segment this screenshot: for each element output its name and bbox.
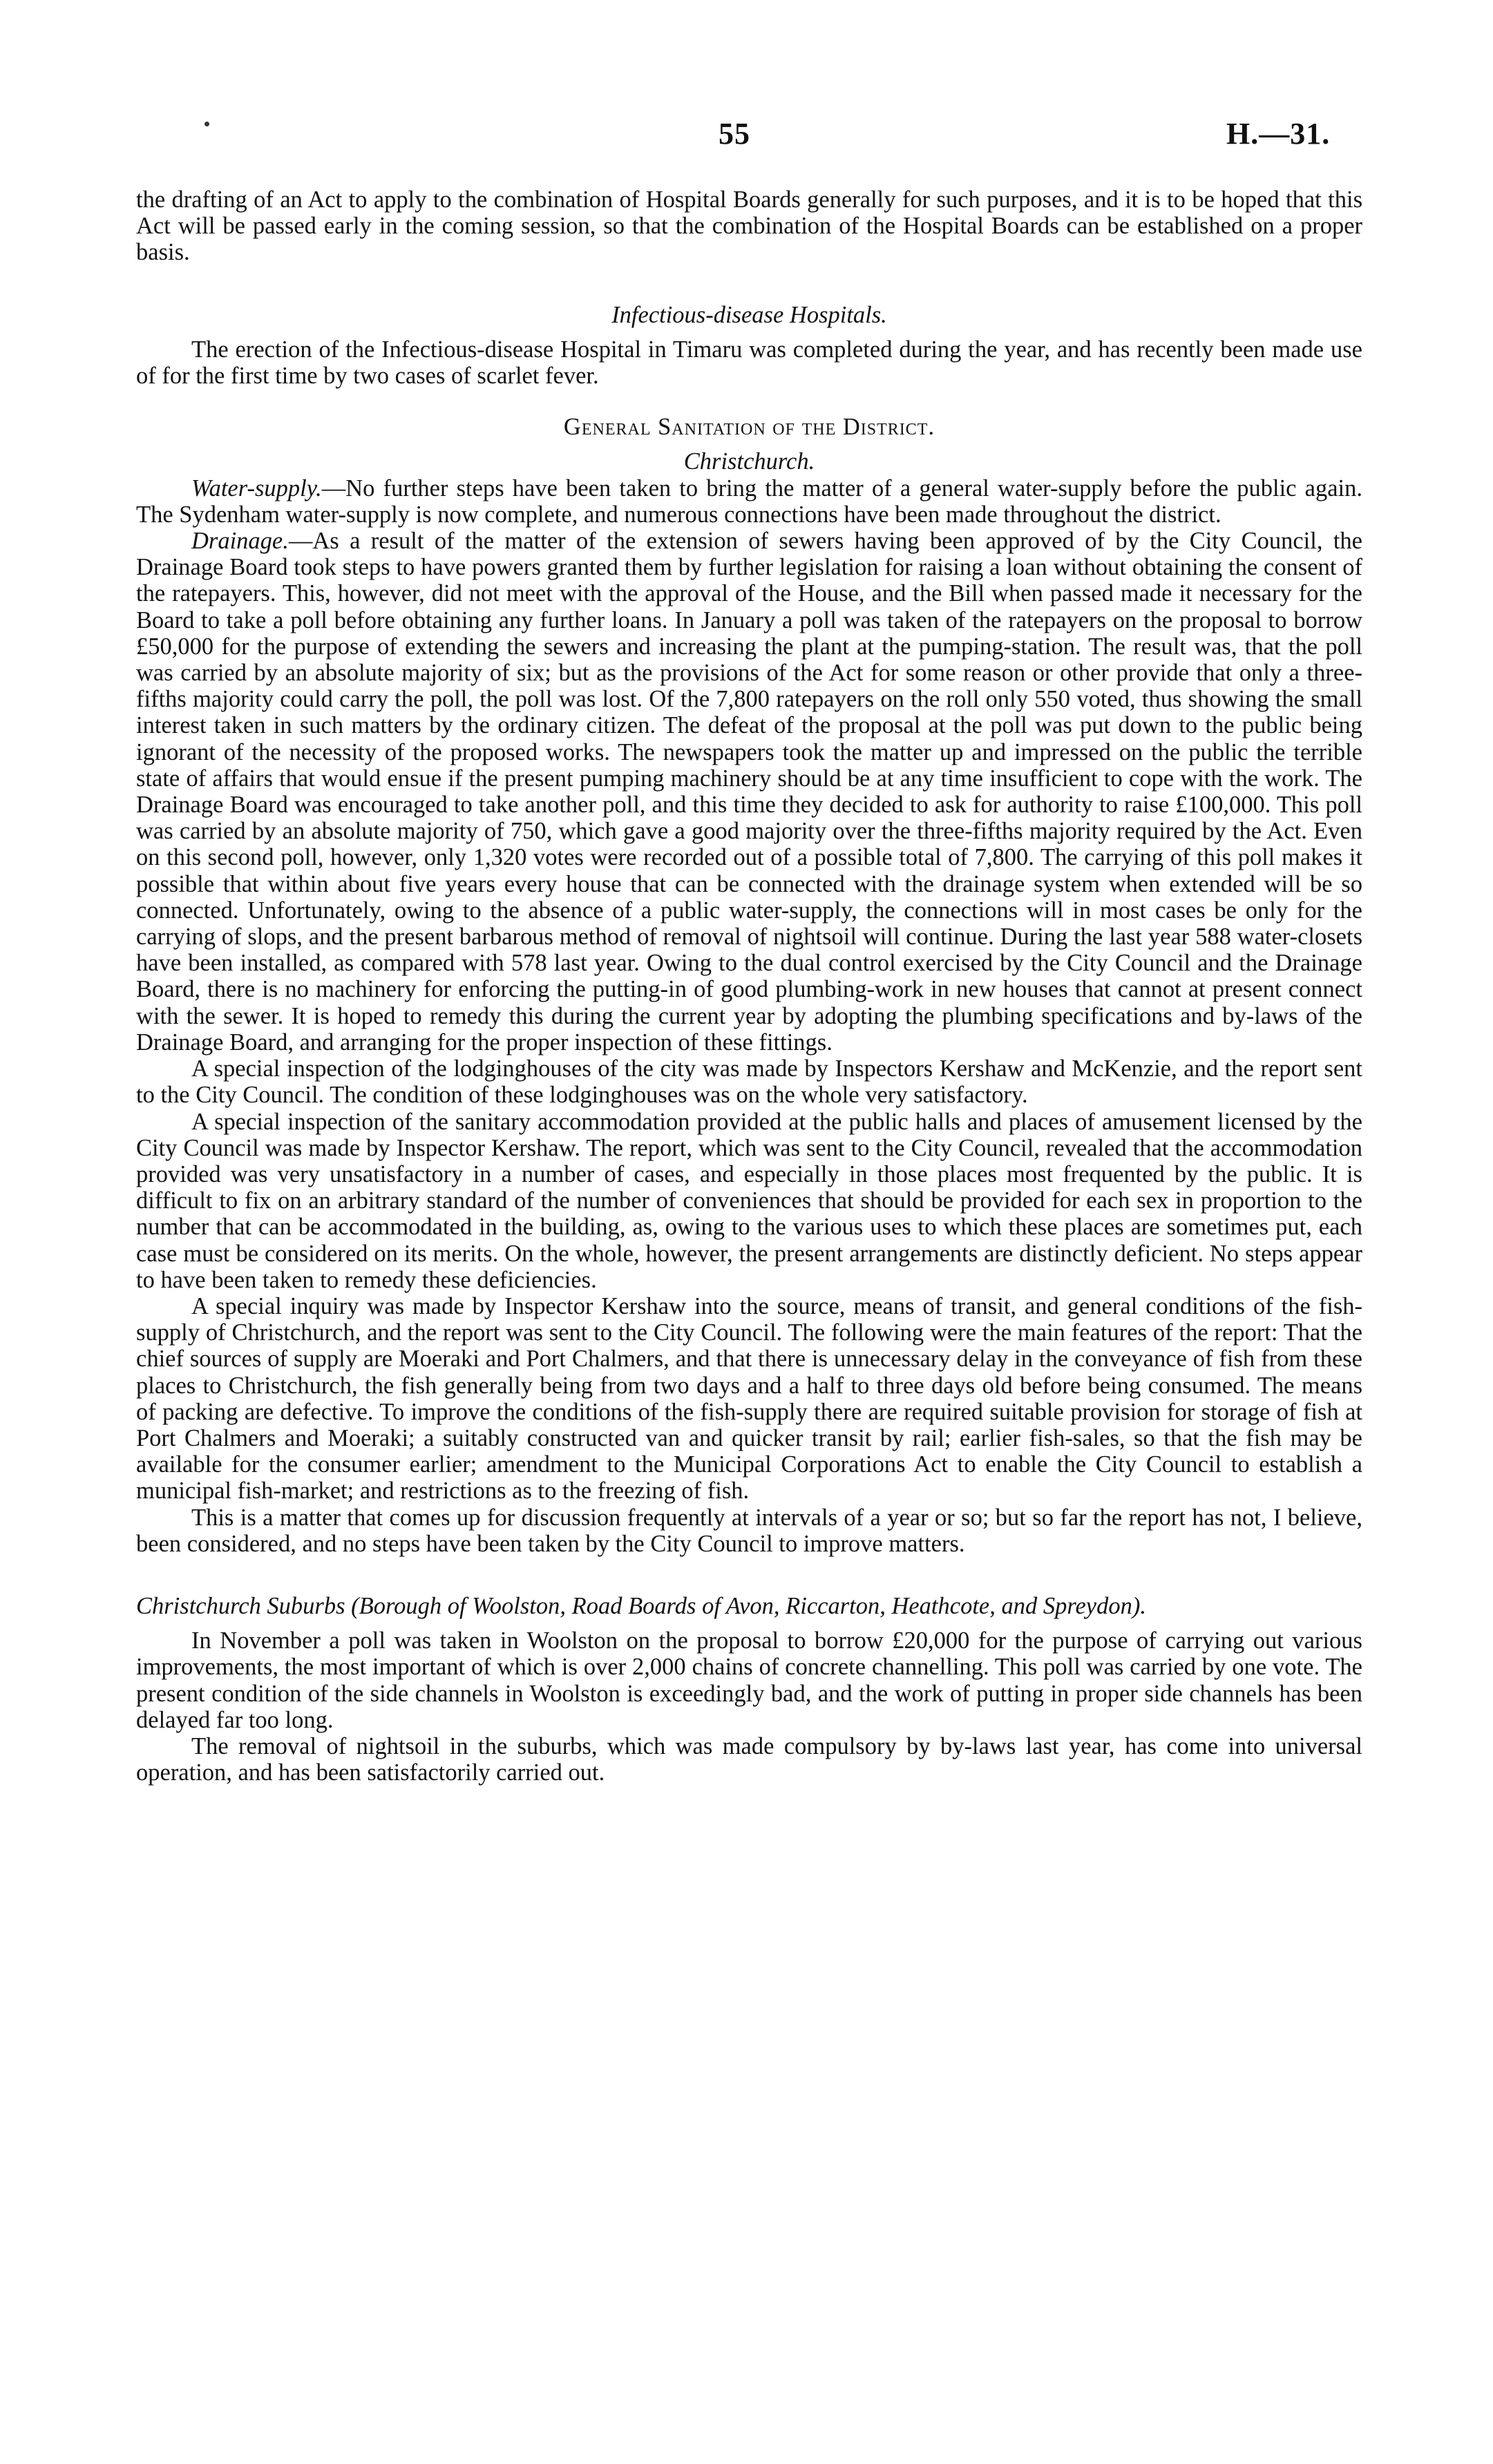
water-supply-text: —No further steps have been taken to bring the matter of a general water-supply before the public again. The Sydenham water-supply is now complete, and numerous connections have been made throughout the district. <box>136 475 1362 528</box>
document-body <box>136 187 1362 1786</box>
public-halls-paragraph: A special inspection of the sanitary accommodation provided at the public halls and places of amusement licensed by the City Council was made by Inspector Kershaw. The report, which was sent to the City Council, revealed that the accommodation provided was very unsatisfactory in a number of cases, and especially in those places most frequented by the public. It is difficult to fix on an arbitrary standard of the number of conveniences that should be provided for each sex in proportion to the number that can be accommodated in the building, as, owing to the various uses to which these places are sometimes put, each case must be considered on its merits. On the whole, however, the present arrangements are distinctly deficient. No steps appear to have been taken to remedy these deficiencies. <box>136 1108 1362 1293</box>
infectious-paragraph: The erection of the Infectious-disease Hospital in Timaru was completed during the year, and has recently been made use of for the first time by two cases of scarlet fever. <box>136 336 1362 390</box>
discussion-paragraph: This is a matter that comes up for discussion frequently at intervals of a year or so; but so far the report has not, I believe, been considered, and no steps have been taken by the City Council to improve matters. <box>136 1504 1362 1557</box>
woolston-paragraph: In November a poll was taken in Woolston on the proposal to borrow £20,000 for the purpose of carrying out various improvements, the most important of which is over 2,000 chains of concrete channelling. This poll was carried by one vote. The present condition of the side channels in Woolston is exceedingly bad, and the work of putting in proper side channels has been delayed far too long. <box>136 1627 1362 1733</box>
drainage-text: —As a result of the matter of the extension of sewers having been approved of by the City Council, the Drainage Board took steps to have powers granted them by further legislation for raising a loan without obtaining the consent of the ratepayers. This, however, did not meet with the approval of the House, and the Bill when passed made it necessary for the Board to take a poll before obtaining any further loans. In January a poll was taken of the ratepayers on the proposal to borrow £50,000 for the purpose of extending the sewers and increasing the plant at the pumping-station. The result was, that the poll was carried by an absolute majority of six; but as the provisions of the Act for some reason or other provide that only a three-fifths majority could carry the poll, the poll was lost. Of the 7,800 ratepayers on the roll only 550 voted, thus showing the small interest taken in such matters by the ordinary citizen. The defeat of the proposal at the poll was put down to the public being ignorant of the necessity of the proposed works. The newspapers took the matter up and impressed on the public the terrible state of affairs that would ensue if the present pumping machinery should be at any time insufficient to cope with the work. The Drainage Board was encouraged to take another poll, and this time they decided to ask for authority to raise £100,000. This poll was carried by an absolute majority of 750, which gave a good majority over the three-fifths majority required by the Act. Even on this second poll, however, only 1,320 votes were recorded out of a possible total of 7,800. The carrying of this poll makes it possible that within about five years every house that can be connected with the drainage system when extended will be so connected. Unfortunately, owing to the absence of a public water-supply, the connections will in most cases be only for the carrying of slops, and the present barbarous method of removal of nightsoil will continue. During the last year 588 water-closets have been installed, as compared with 578 last year. Owing to the dual control exercised by the City Council and the Drainage Board, there is no machinery for enforcing the putting-in of good plumbing-work in new houses that cannot at present connect with the sewer. It is hoped to remedy this during the current year by adopting the plumbing specifications and by-laws of the Drainage Board, and arranging for the proper inspection of these fittings. <box>136 528 1362 1056</box>
lodginghouses-paragraph: A special inspection of the lodginghouses of the city was made by Inspectors Kershaw and McKenzie, and the report sent to the City Council. The condition of these lodginghouses was on the whole very satisfactory. <box>136 1056 1362 1109</box>
infectious-heading: Infectious-disease Hospitals. <box>611 301 887 328</box>
suburbs-heading: Christchurch Suburbs (Borough of Woolston, Road Boards of Avon, Riccarton, Heathcote, and Spreydon). <box>136 1592 1146 1619</box>
water-supply-label: Water-supply. <box>191 475 322 502</box>
water-supply-paragraph <box>136 475 1362 528</box>
page-number: 55 <box>719 117 750 151</box>
drainage-label: Drainage. <box>191 528 289 555</box>
document-reference: H.—31. <box>1226 117 1331 151</box>
intro-paragraph: the drafting of an Act to apply to the combination of Hospital Boards generally for such purposes, and it is to be hoped that this Act will be passed early in the coming session, so that the combination of the Hospital Boards can be established on a proper basis. <box>136 187 1362 266</box>
drainage-paragraph <box>136 528 1362 1056</box>
fish-supply-paragraph: A special inquiry was made by Inspector Kershaw into the source, means of transit, and general conditions of the fish-supply of Christchurch, and the report was sent to the City Council. The following were the main features of the report: That the chief sources of supply are Moeraki and Port Chalmers, and that there is unnecessary delay in the conveyance of fish from these places to Christchurch, the fish generally being from two days and a half to three days old before being consumed. The means of packing are defective. To improve the conditions of the fish-supply there are required suitable provision for storage of fish at Port Chalmers and Moeraki; a suitably constructed van and quicker transit by rail; earlier fish-sales, so that the fish may be available for the consumer earlier; amendment to the Municipal Corporations Act to enable the City Council to establish a municipal fish-market; and restrictions as to the freezing of fish. <box>136 1292 1362 1505</box>
nightsoil-paragraph: The removal of nightsoil in the suburbs, which was made compulsory by by-laws last year, has come into universal operation, and has been satisfactorily carried out. <box>136 1732 1362 1786</box>
sanitation-heading: General Sanitation of the District. <box>563 414 935 441</box>
christchurch-subheading: Christchurch. <box>683 448 815 475</box>
specks <box>205 122 209 126</box>
